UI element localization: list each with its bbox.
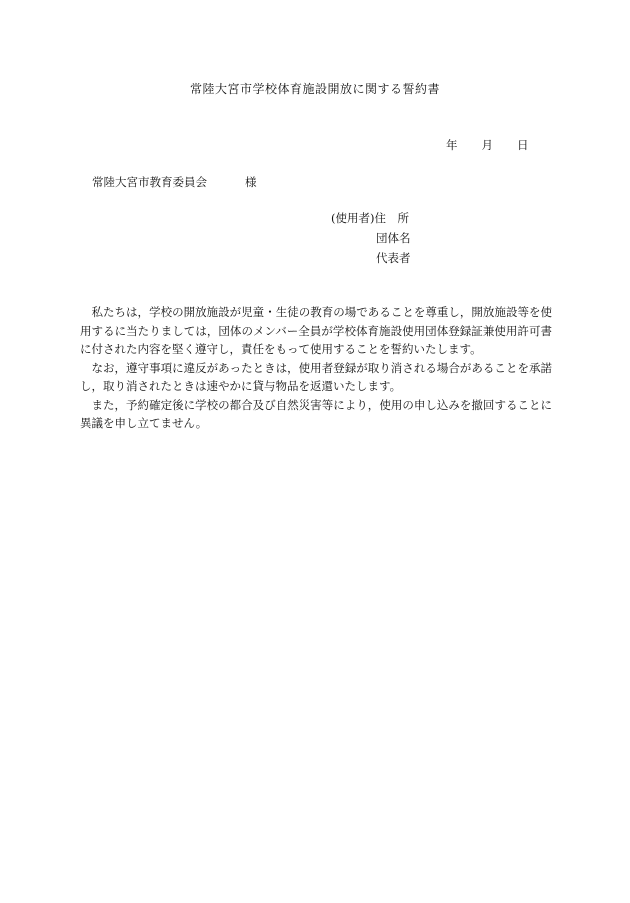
applicant-representative-label: 代表者: [376, 251, 411, 265]
document-title: 常陸大宮市学校体育施設開放に関する誓約書: [189, 82, 440, 96]
date-line: [446, 137, 529, 153]
applicant-address-label: (使用者)住 所: [331, 211, 409, 225]
day-label: 日: [517, 138, 529, 152]
month-label: 月: [481, 138, 493, 152]
recipient-name: 常陸大宮市教育委員会: [92, 175, 207, 189]
year-label: 年: [446, 138, 458, 152]
pledge-body: [80, 303, 552, 433]
recipient-honorific: 様: [245, 175, 257, 189]
pledge-paragraph: また，予約確定後に学校の都合及び自然災害等により，使用の申し込みを撤回することに異議を申し立てません。: [80, 397, 552, 430]
recipient-line: [92, 174, 257, 190]
pledge-paragraph: 私たちは，学校の開放施設が児童・生徒の教育の場であることを尊重し，開放施設等を使用するに当たりましては，団体のメンバー全員が学校体育施設使用団体登録証兼使用許可書に付された内容を堅く遵守し，責任をもって使用することを誓約いたします。: [80, 305, 552, 356]
applicant-group-label: 団体名: [376, 231, 411, 245]
pledge-paragraph: なお，遵守事項に違反があったときは，使用者登録が取り消される場合があることを承諾し，取り消されたときは速やかに貸与物品を返還いたします。: [80, 360, 552, 393]
